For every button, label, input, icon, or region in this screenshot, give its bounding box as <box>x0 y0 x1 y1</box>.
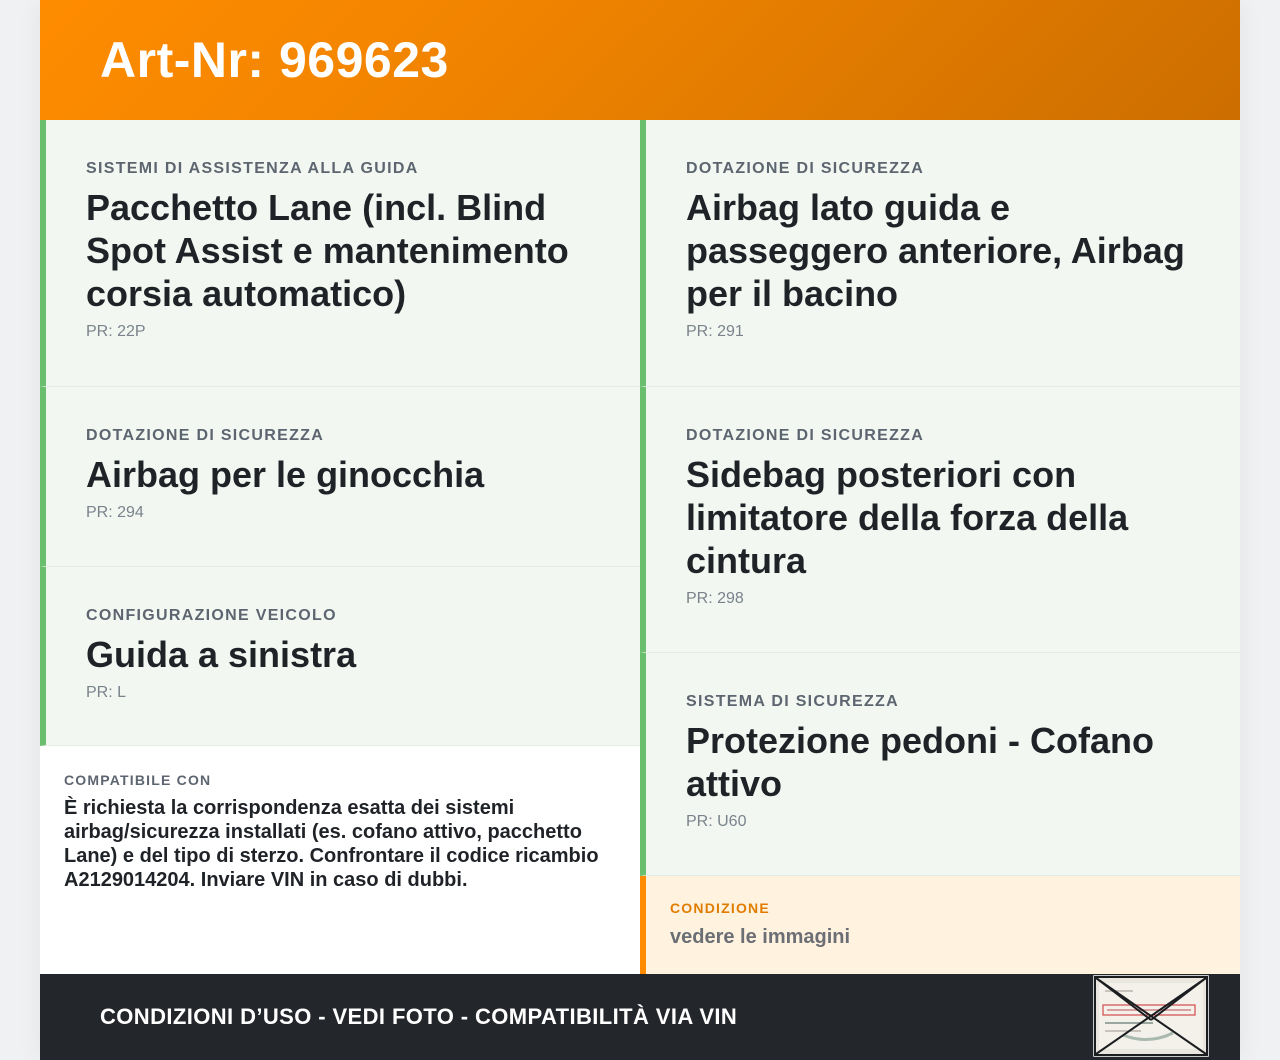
compatibility-label: COMPATIBILE CON <box>64 772 212 788</box>
feature-category: SISTEMI DI ASSISTENZA ALLA GUIDA <box>86 160 419 177</box>
product-sheet <box>40 0 1240 1060</box>
feature-grid <box>40 120 1240 974</box>
feature-pr-code: PR: 22P <box>86 323 146 340</box>
page-title: Art-Nr: 969623 <box>100 32 449 88</box>
left-column <box>40 120 640 974</box>
feature-category: DOTAZIONE DI SICUREZZA <box>686 427 925 444</box>
feature-card <box>640 653 1240 876</box>
footer-text: CONDIZIONI D’USO - VEDI FOTO - COMPATIBILITÀ VIA VIN <box>100 1004 738 1029</box>
feature-title: Sidebag posteriori con limitatore della forza della cintura <box>686 454 1129 581</box>
feature-category: DOTAZIONE DI SICUREZZA <box>86 427 325 444</box>
feature-category: SISTEMA DI SICUREZZA <box>686 693 899 710</box>
feature-category: CONFIGURAZIONE VEICOLO <box>86 607 337 624</box>
feature-pr-code: PR: U60 <box>686 813 747 830</box>
feature-title: Airbag lato guida e passeggero anteriore, Airbag per il bacino <box>686 187 1185 314</box>
feature-card <box>40 387 640 567</box>
feature-title: Guida a sinistra <box>86 634 357 675</box>
feature-card <box>640 387 1240 653</box>
feature-card <box>40 120 640 387</box>
compatibility-section <box>40 746 640 974</box>
feature-pr-code: PR: L <box>86 684 127 701</box>
feature-pr-code: PR: 298 <box>686 590 744 607</box>
feature-pr-code: PR: 294 <box>86 504 144 521</box>
right-column <box>640 120 1240 974</box>
footer <box>40 974 1240 1060</box>
envelope-label-icon <box>1093 975 1209 1057</box>
feature-card <box>40 567 640 746</box>
header <box>40 0 1240 120</box>
feature-card <box>640 120 1240 387</box>
feature-pr-code: PR: 291 <box>686 323 744 340</box>
feature-title: Airbag per le ginocchia <box>86 454 485 495</box>
compatibility-text: È richiesta la corrispondenza esatta dei sistemi airbag/sicurezza installati (es. cofano attivo, pacchetto Lane) e del tipo di sterzo. Confrontare il codice ricambio A2129014204. Inviare VIN in caso di dubbi. <box>64 797 599 891</box>
condition-label: CONDIZIONE <box>670 900 770 916</box>
feature-title: Pacchetto Lane (incl. Blind Spot Assist e mantenimento corsia automatico) <box>86 187 569 314</box>
feature-category: DOTAZIONE DI SICUREZZA <box>686 160 925 177</box>
condition-text: vedere le immagini <box>670 926 851 948</box>
condition-section <box>640 876 1240 974</box>
feature-title: Protezione pedoni - Cofano attivo <box>686 720 1154 804</box>
